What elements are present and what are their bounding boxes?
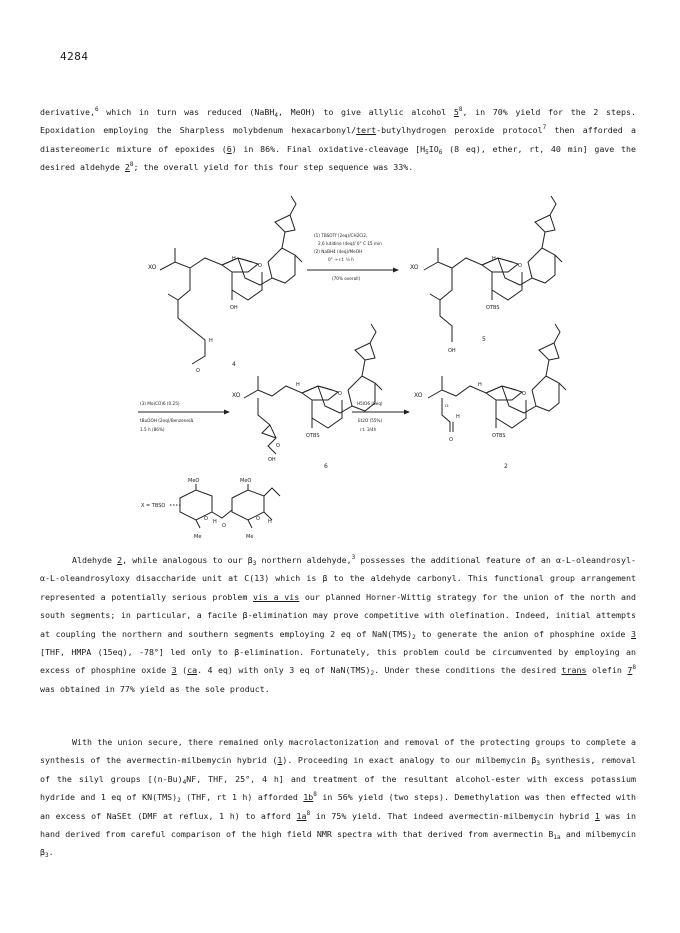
- compound-ref: 3: [171, 665, 177, 676]
- label-h: H: [213, 519, 217, 525]
- text: northern aldehyde,: [256, 555, 352, 565]
- text: IO: [428, 143, 439, 154]
- label-o: O: [196, 368, 200, 374]
- conditions: r.t. 3/4h: [360, 427, 377, 432]
- text: was in hand derived from careful comparison of the high field NMR spectra with that derived from avermectin B: [40, 810, 637, 840]
- text: , in 70% yield for the 2 steps. Epoxidation employing the Sharpless molybdenum hexacarbonyl/: [40, 107, 636, 136]
- text: (: [176, 665, 188, 676]
- paragraph-1: [40, 103, 636, 177]
- label-o: O: [338, 391, 342, 397]
- text: olefin: [586, 665, 628, 676]
- subscript: 3: [45, 852, 49, 860]
- label-o: O: [276, 443, 280, 449]
- label-o: O: [256, 516, 260, 522]
- label-oh: OH: [268, 457, 276, 463]
- emphasis: vis a vis: [253, 591, 300, 602]
- text: , while analogous to our β: [122, 555, 253, 565]
- text: derivative,: [40, 107, 95, 117]
- compound-ref: 2: [117, 555, 123, 565]
- label-h: H: [296, 382, 300, 388]
- subscript: 5: [425, 148, 429, 156]
- text: in 56% yield (two steps). Demethylation was then effected with an excess of NaSEt (DMF at reflux, 1 h) to afford: [40, 792, 637, 821]
- label-13: 13: [444, 404, 449, 408]
- label-o: O: [204, 516, 208, 522]
- compound-ref: 1a: [296, 810, 307, 821]
- label-otbs: OTBS: [486, 305, 500, 311]
- text: which in turn was reduced (NaBH: [98, 107, 275, 117]
- label-oh: OH: [448, 348, 456, 354]
- conditions: tBuOOH (2eq)/Benzene/Δ: [140, 418, 194, 423]
- text: [THF, HMPA (15eq), -78°] led only to β-elimination. Fortunately, this problem could be circumvented by employing an excess of phosphine oxide: [40, 647, 636, 676]
- paragraph-2: [40, 551, 636, 698]
- subscript: 6: [438, 148, 443, 156]
- footnote-ref: 6: [94, 106, 99, 113]
- text: to generate the anion of phosphine oxide: [415, 628, 632, 639]
- text: .: [48, 847, 54, 858]
- compound-ref: 5: [453, 107, 459, 117]
- label-xo: XO: [414, 392, 423, 399]
- label-o: O: [449, 437, 453, 443]
- conditions: (2) NaBH4 (4eq)/MeOH: [314, 249, 363, 254]
- label-o: O: [258, 263, 262, 269]
- text: in 75% yield. That indeed avermectin-milbemycin hybrid: [310, 810, 595, 821]
- structure-compound-5: [424, 196, 562, 342]
- label-otbs: OTBS: [492, 433, 506, 439]
- arrow-head: [393, 268, 399, 273]
- compound-number-5: 5: [482, 336, 486, 343]
- arrow-head: [224, 410, 230, 415]
- compound-ref: 1b: [303, 792, 314, 803]
- text: possesses the additional feature of an α-L-oleandrosyl-α-L-oleandrosyloxy disaccharide unit at C(13) which is β to the aldehyde carbonyl. This functional group arrangement represented a potentially serious problem: [40, 555, 636, 602]
- label-o: O: [222, 523, 226, 529]
- page-number: 4284: [60, 50, 89, 63]
- compound-ref: 1: [277, 755, 283, 766]
- subscript: 2: [370, 670, 375, 678]
- footnote-ref: 8: [306, 809, 311, 817]
- compound-ref: 2: [124, 162, 130, 173]
- compound-ref: 7: [627, 665, 633, 676]
- text: and milbemycin β: [40, 829, 636, 858]
- label-x-definition: X = TBSO: [141, 503, 166, 509]
- compound-ref: 6: [226, 143, 232, 154]
- arrow-head: [404, 410, 410, 415]
- label-h: H: [456, 414, 460, 420]
- subscript: 2: [177, 797, 181, 805]
- structure-compound-6: [244, 324, 382, 454]
- compound-number-6: 6: [324, 463, 328, 470]
- text: ; the overall yield for this four step sequence was 33%.: [133, 162, 414, 173]
- label-oh: OH: [230, 305, 238, 311]
- compound-ref: 1: [594, 810, 600, 821]
- footnote-ref: 8: [129, 161, 134, 169]
- emphasis: ca: [187, 665, 198, 676]
- text: ). Proceeding in exact analogy to our milbemycin β: [282, 755, 537, 766]
- text: (THF, rt 1 h) afforded: [180, 792, 304, 803]
- text: ) in 86%. Final oxidative-cleavage [H: [231, 143, 426, 154]
- structure-disaccharide: [170, 484, 280, 528]
- structure-compound-4: [160, 196, 302, 364]
- text: -butylhydrogen peroxide protocol: [376, 125, 543, 136]
- text: Aldehyde: [72, 555, 118, 565]
- footnote-ref: 8: [458, 106, 463, 113]
- compound-ref: 3: [631, 628, 637, 639]
- subscript: 2: [412, 633, 416, 641]
- text: our planned Horner-Wittig strategy for the union of the north and south segments; in particular, a facile β-elimination may prove competitive with olefination. Indeed, initial attempts at coupling the northern and southern segments employing 2 eq of NaN(TMS): [40, 591, 637, 639]
- emphasis: trans: [561, 665, 587, 676]
- compound-number-2: 2: [504, 463, 508, 470]
- label-me: Me: [194, 534, 202, 540]
- label-meo: MeO: [188, 478, 200, 484]
- text: was obtained in 77% yield as the sole product.: [40, 683, 270, 694]
- label-otbs: OTBS: [306, 433, 320, 439]
- conditions: (3) Mo(CO)6 (0.25): [140, 401, 180, 406]
- text: (8 eq), ether, rt, 40 min] gave the desired aldehyde: [40, 143, 637, 173]
- conditions: (1) TBSOTf (2eq)/CH2Cl2,: [314, 233, 368, 238]
- label-h: H: [268, 519, 272, 525]
- footnote-ref: 8: [313, 791, 317, 799]
- footnote-ref: 7: [542, 124, 547, 132]
- label-me: Me: [246, 534, 254, 540]
- structure-compound-2: [428, 324, 566, 432]
- conditions: H5IO6 (8eq): [357, 401, 383, 406]
- subscript: 4: [274, 112, 279, 119]
- subscript: 4: [182, 778, 187, 786]
- conditions: 2,6 lutidine (4eq)/ 0° C 15 min: [318, 241, 382, 246]
- label-h: H: [492, 256, 496, 262]
- text: . 4 eq) with only 3 eq of NaN(TMS): [197, 665, 371, 676]
- subscript: 3: [252, 560, 257, 567]
- label-o: O: [522, 391, 526, 397]
- text: synthesis, removal of the silyl groups [(n-Bu): [40, 755, 636, 784]
- text: , MeOH) to give allylic alcohol: [278, 107, 454, 117]
- conditions: Et2O (55%): [358, 418, 383, 423]
- subscript: 3: [536, 760, 541, 768]
- footnote-ref: 8: [632, 664, 636, 672]
- label-o: O: [518, 263, 522, 269]
- text: NF, THF, 25°, 4 h] and treatment of the resultant alcohol-ester with excess potassium hydride and 1 eq of KN(TMS): [40, 773, 637, 803]
- conditions: (70% overall): [332, 276, 361, 281]
- label-xo: XO: [232, 392, 241, 399]
- label-h: H: [478, 382, 482, 388]
- label-xo: XO: [148, 264, 157, 271]
- label-xo: XO: [410, 264, 419, 271]
- paragraph-3: [40, 733, 636, 862]
- label-h: H: [209, 338, 213, 344]
- text: . Under these conditions the desired: [374, 665, 562, 676]
- conditions: 0° → r.t. ½ h: [328, 257, 354, 262]
- compound-number-4: 4: [232, 361, 236, 368]
- subscript: 1a: [553, 834, 561, 842]
- conditions: 1.5 h (86%): [140, 427, 165, 432]
- footnote-ref: 3: [351, 554, 356, 561]
- text: then afforded a diastereomeric mixture of epoxides (: [40, 125, 636, 154]
- emphasis: tert: [356, 125, 377, 136]
- label-meo: MeO: [240, 478, 252, 484]
- label-h: H: [232, 256, 236, 262]
- text: With the union secure, there remained only macrolactonization and removal of the protecting groups to complete a synthesis of the avermectin-milbemycin hybrid (: [40, 737, 636, 766]
